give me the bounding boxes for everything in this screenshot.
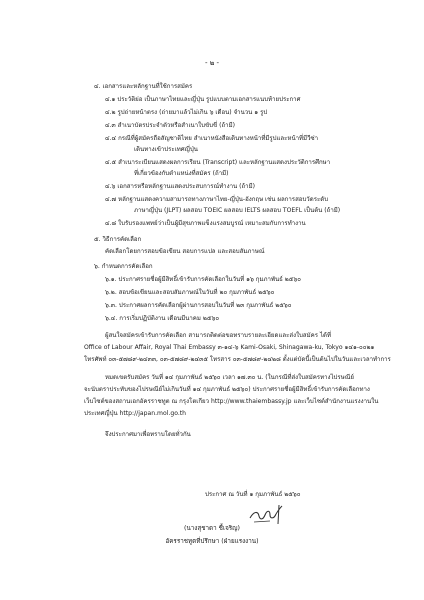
para1-line2: Office of Labour Affair, Royal Thai Embassy ๓-๑๔-๖ Kami-Osaki, Shinagawa-ku, Tokyo ๑๔๑-๐๐๒๑	[84, 344, 375, 351]
item-4-4-cont: เดินทางเข้าประเทศญี่ปุ่น	[134, 146, 198, 153]
item-4-5: ๔.๕ สำเนาระเบียนแสดงผลการเรียน (Transcript) และหลักฐานแสดงประวัติการศึกษา	[105, 159, 331, 166]
page-number: - ๒ -	[204, 59, 220, 67]
item-4-6: ๔.๖ เอกสารหรือหลักฐานแสดงประสบการณ์ทำงาน (ถ้ามี)	[105, 183, 255, 190]
section-5-heading: ๕. วิธีการคัดเลือก	[94, 236, 142, 243]
item-4-2: ๔.๒ รูปถ่ายหน้าตรง (ถ่ายมาแล้วไม่เกิน ๖ เดือน) จำนวน ๑ รูป	[105, 109, 268, 116]
item-4-8: ๔.๘ ใบรับรองแพทย์ว่าเป็นผู้มีสุขภาพแข็งแรงสมบูรณ์ เหมาะสมกับการทำงาน	[105, 220, 306, 227]
item-4-4: ๔.๔ กรณีที่ผู้สมัครถือสัญชาติไทย สำเนาหนังสือเดินทางหน้าที่มีรูปและหน้าที่มีวีซ่า	[105, 135, 319, 142]
para1-line1: ผู้สนใจสมัครเข้ารับการคัดเลือก สามารถติดต่อขอทราบรายละเอียดและส่งใบสมัคร ได้ที่	[105, 332, 331, 339]
signatory-title: อัครราชทูตที่ปรึกษา (ฝ่ายแรงงาน)	[165, 538, 259, 545]
announcement-date: ประกาศ ณ วันที่ ๑ กุมภาพันธ์ ๒๕๖๐	[205, 491, 301, 498]
para2-line1: หมดเขตรับสมัคร วันที่ ๑๔ กุมภาพันธ์ ๒๕๖๐ เวลา ๑๗.๓๐ น. (ในกรณีที่ส่งใบสมัครทางไปรษณีย์	[105, 374, 354, 381]
section-5-body: คัดเลือกโดยการสอบข้อเขียน สอบการแปล และสอบสัมภาษณ์	[105, 248, 265, 255]
item-4-7: ๔.๗ หลักฐานแสดงความสามารถทางภาษาไทย-ญี่ปุ่น-อังกฤษ เช่น ผลการสอบวัดระดับ	[105, 196, 329, 203]
section-6-heading: ๖. กำหนดการคัดเลือก	[94, 263, 153, 270]
para2-line4: ประเทศญี่ปุ่น http://japan.mol.go.th	[84, 410, 187, 417]
signatory-name: (นางสุชาดา ชื้เจริญ)	[184, 525, 240, 532]
item-6-1: ๖.๑. ประกาศรายชื่อผู้มีสิทธิ์เข้ารับการคัดเลือกในวันที่ ๑๖ กุมภาพันธ์ ๒๕๖๐	[105, 276, 301, 283]
item-4-7-cont: ภาษาญี่ปุ่น (JLPT) ผลสอบ TOEIC ผลสอบ IELTS ผลสอบ TOEFL เป็นต้น (ถ้ามี)	[134, 207, 341, 214]
item-4-1: ๔.๑ ประวัติย่อ เป็นภาษาไทยและญี่ปุ่น รูปแบบตามเอกสารแนบท้ายประกาศ	[105, 96, 301, 103]
item-4-5-cont: ที่เกี่ยวข้องกับตำแหน่งที่สมัคร (ถ้ามี)	[134, 170, 229, 177]
section-4-heading: ๔. เอกสารและหลักฐานที่ใช้การสมัคร	[94, 83, 193, 90]
item-4-3: ๔.๓ สำเนาบัตรประจำตัวหรือสำเนาใบขับขี่ (ถ้ามี)	[105, 122, 235, 129]
item-6-3: ๖.๓. ประกาศผลการคัดเลือกผู้ผ่านการสอบในวันที่ ๒๓ กุมภาพันธ์ ๒๕๖๐	[105, 302, 292, 309]
handwritten-signature	[248, 503, 288, 525]
closing-text: จึงประกาศมาเพื่อทราบโดยทั่วกัน	[105, 431, 191, 438]
para1-line3: โทรศัพท์ ๐๓-๕๗๘๙-๒๔๓๓, ๐๓-๕๗๘๙-๒๔๓๕ โทรสาร ๐๓-๕๗๘๙-๒๔๒๘ ตั้งแต่บัดนี้เป็นต้นไปในวันและเวลาทำการ	[84, 356, 391, 363]
item-6-2: ๖.๒. สอบข้อเขียนและสอบสัมภาษณ์ในวันที่ ๒๐ กุมภาพันธ์ ๒๕๖๐	[105, 289, 275, 296]
para2-line2: จะนับตราประทับของไปรษณีย์ไม่เกินวันที่ ๑๔ กุมภาพันธ์ ๒๕๖๐) ประกาศรายชื่อผู้มีสิทธิ์เข้ารับการคัดเลือกทาง	[84, 386, 370, 393]
item-6-4: ๖.๔. การเริ่มปฏิบัติงาน เดือนมีนาคม ๒๕๖๐	[105, 315, 220, 322]
para2-line3: เว็บไซต์ของสถานเอกอัครราชทูต ณ กรุงโตเกียว http://www.thaiembassy.jp และเว็บไซต์สำนักงานแรงงานใน	[84, 398, 379, 405]
